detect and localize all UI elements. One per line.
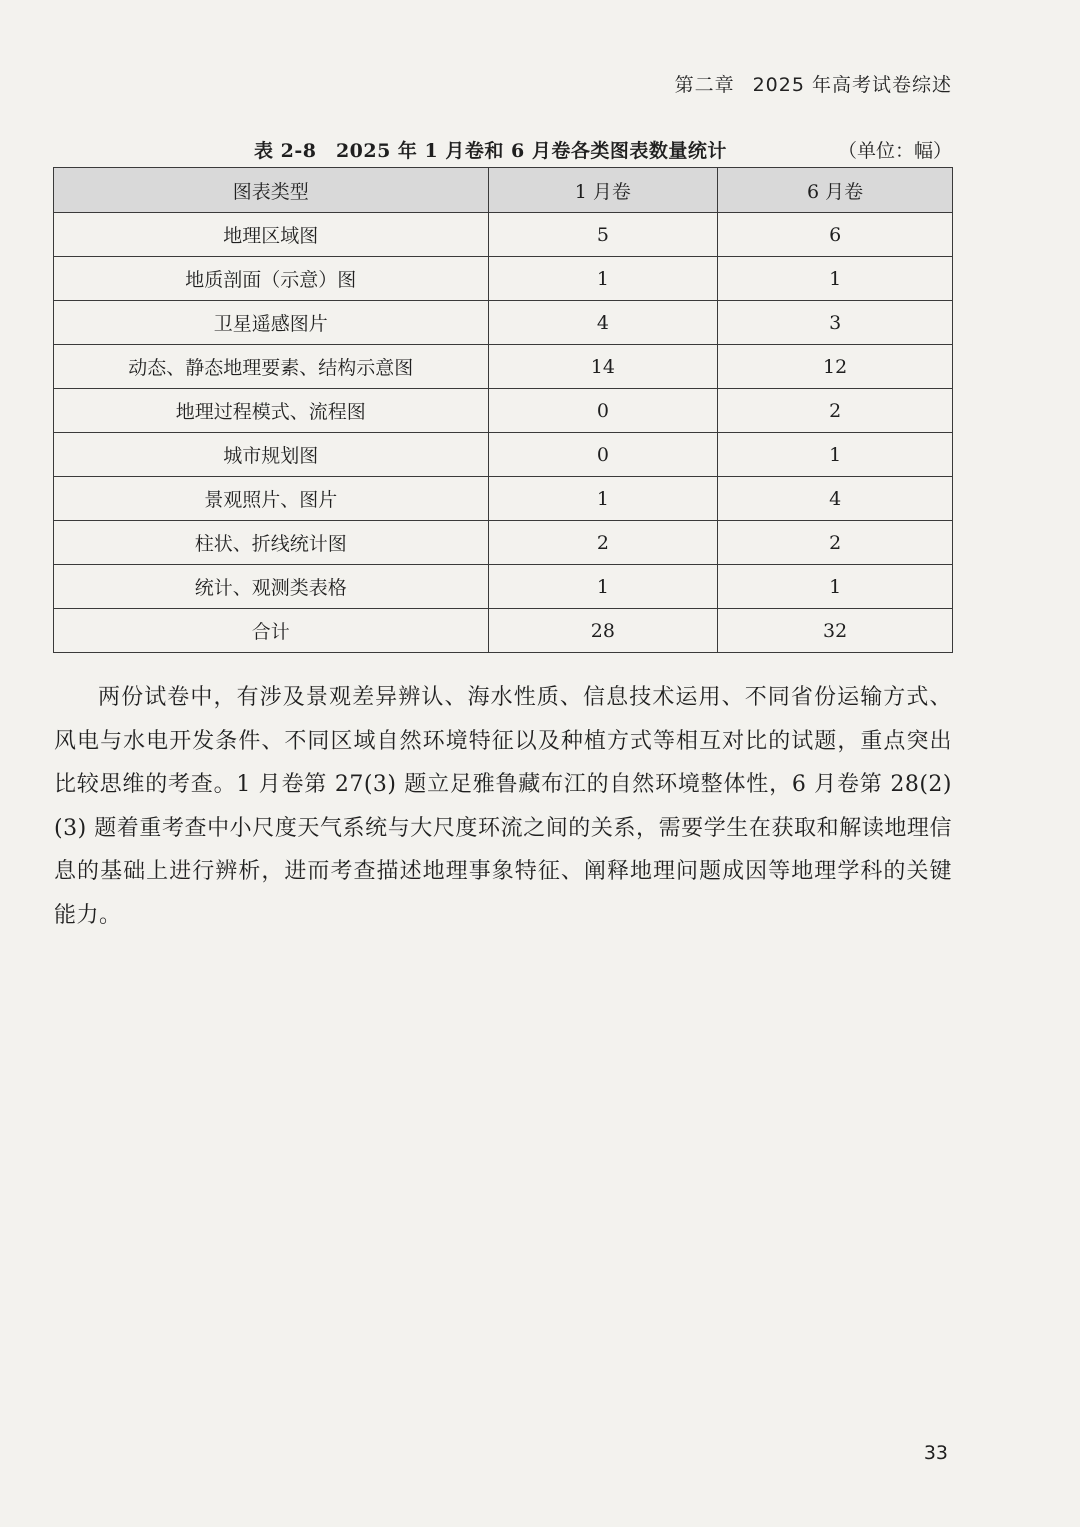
row-january-count: 0 bbox=[488, 433, 718, 477]
table-caption bbox=[54, 136, 952, 164]
column-header-june: 6 月卷 bbox=[718, 168, 953, 213]
row-type: 柱状、折线统计图 bbox=[54, 521, 489, 565]
table-row bbox=[54, 565, 953, 609]
table-row bbox=[54, 389, 953, 433]
table-row bbox=[54, 521, 953, 565]
section-title: 2025 年高考试卷综述 bbox=[752, 74, 952, 96]
page-number: 33 bbox=[923, 1442, 948, 1464]
row-june-count: 1 bbox=[718, 257, 953, 301]
row-type: 动态、静态地理要素、结构示意图 bbox=[54, 345, 489, 389]
total-june: 32 bbox=[718, 609, 953, 653]
total-label: 合计 bbox=[54, 609, 489, 653]
table-row bbox=[54, 301, 953, 345]
row-june-count: 4 bbox=[718, 477, 953, 521]
row-january-count: 14 bbox=[488, 345, 718, 389]
row-january-count: 2 bbox=[488, 521, 718, 565]
running-header bbox=[675, 70, 952, 97]
row-june-count: 1 bbox=[718, 433, 953, 477]
row-january-count: 4 bbox=[488, 301, 718, 345]
total-january: 28 bbox=[488, 609, 718, 653]
row-june-count: 1 bbox=[718, 565, 953, 609]
row-june-count: 2 bbox=[718, 389, 953, 433]
row-june-count: 12 bbox=[718, 345, 953, 389]
row-january-count: 1 bbox=[488, 477, 718, 521]
row-type: 统计、观测类表格 bbox=[54, 565, 489, 609]
row-june-count: 6 bbox=[718, 213, 953, 257]
table-header-row bbox=[54, 168, 953, 213]
table-row bbox=[54, 345, 953, 389]
table-row bbox=[54, 257, 953, 301]
row-january-count: 5 bbox=[488, 213, 718, 257]
row-type: 地质剖面（示意）图 bbox=[54, 257, 489, 301]
column-header-type: 图表类型 bbox=[54, 168, 489, 213]
row-type: 卫星遥感图片 bbox=[54, 301, 489, 345]
table-unit: （单位：幅） bbox=[837, 140, 952, 162]
row-type: 地理区域图 bbox=[54, 213, 489, 257]
row-type: 地理过程模式、流程图 bbox=[54, 389, 489, 433]
table-total-row bbox=[54, 609, 953, 653]
row-june-count: 3 bbox=[718, 301, 953, 345]
row-january-count: 1 bbox=[488, 565, 718, 609]
column-header-january: 1 月卷 bbox=[488, 168, 718, 213]
chapter-label: 第二章 bbox=[674, 74, 735, 96]
table-title: 表 2-8 2025 年 1 月卷和 6 月卷各类图表数量统计 bbox=[254, 140, 727, 162]
row-january-count: 1 bbox=[488, 257, 718, 301]
body-paragraph: 两份试卷中，有涉及景观差异辨认、海水性质、信息技术运用、不同省份运输方式、风电与水电开发条件、不同区域自然环境特征以及种植方式等相互对比的试题，重点突出比较思维的考查。1 月卷第 27(3) 题立足雅鲁藏布江的自然环境整体性，6 月卷第 28(2)(3) 题着重考查中小尺度天气系统与大尺度环流之间的关系，需要学生在获取和解读地理信息的基础上进行辨析，进而考查描述地理事象特征、阐释地理问题成因等地理学科的关键能力。 bbox=[54, 685, 952, 928]
row-type: 城市规划图 bbox=[54, 433, 489, 477]
table-row bbox=[54, 433, 953, 477]
table-row bbox=[54, 477, 953, 521]
row-january-count: 0 bbox=[488, 389, 718, 433]
row-june-count: 2 bbox=[718, 521, 953, 565]
chart-count-table bbox=[53, 167, 953, 653]
table-row bbox=[54, 213, 953, 257]
row-type: 景观照片、图片 bbox=[54, 477, 489, 521]
